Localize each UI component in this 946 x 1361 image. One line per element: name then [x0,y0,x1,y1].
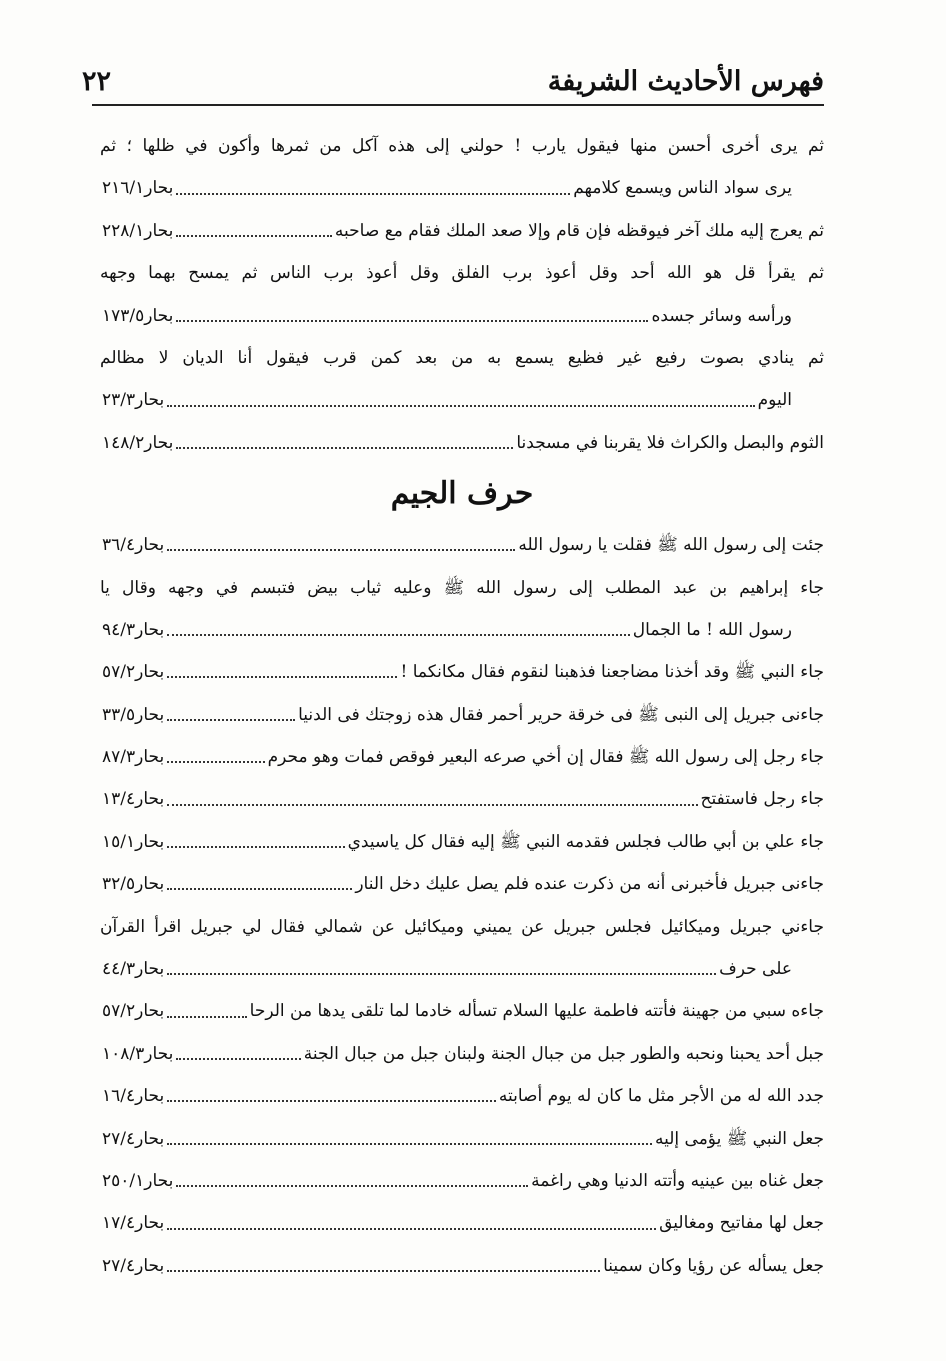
entry-line [100,337,824,379]
dot-leader [167,761,264,763]
source-label: بحار [135,704,165,725]
dot-leader [176,235,332,237]
dot-leader [167,1228,656,1230]
entry-text: جاءني جبريل وميكائيل فجلس جبريل عن يميني وميكائيل عن شمالي فقال لي جبريل اقرأ القرآن [100,916,824,937]
index-entry [100,1160,824,1202]
index-entry [100,651,824,693]
entries-group-tha [100,125,824,464]
entry-text: جعل غناه بين عينيه وأتته الدنيا وهي راغمة [531,1170,824,1191]
page-number: ٢٢ [82,65,112,97]
volume-page-ref: ٨٧/٣ [102,747,136,768]
dot-leader [167,405,754,407]
source-label: بحار [144,1043,174,1064]
source-label: بحار [135,959,165,980]
entry-text: جاء رجل فاستفتح [700,789,824,810]
entry-text: جاءنى جبريل فأخبرنى أنه من ذكرت عنده فلم يصل عليك دخل النار [355,874,824,895]
source-label: بحار [144,220,174,241]
source-label: بحار [135,390,165,411]
source-label: بحار [144,305,174,326]
index-entry [100,863,824,905]
index-entry [100,295,824,337]
dot-leader [167,846,344,848]
volume-page-ref: ١٤٨/٢ [102,432,145,453]
entry-text: جدد الله له من الأجر مثل ما كان له يوم أصابته [498,1086,824,1107]
index-entry [100,778,824,820]
volume-page-ref: ٤٤/٣ [102,959,136,980]
volume-page-ref: ١٠٨/٣ [102,1043,145,1064]
hadith-index [100,125,824,1287]
dot-leader [176,1185,528,1187]
entries-group-jim [100,524,824,1287]
index-entry [100,609,824,651]
index-entry [100,210,824,252]
entry-text: جعل يسأله عن رؤيا وكان سمينا [603,1255,824,1276]
dot-leader [167,1016,246,1018]
index-entry [100,422,824,464]
header-rule [92,104,824,106]
dot-leader [167,888,352,890]
entry-text: اليوم [757,390,792,411]
page-title: فهرس الأحاديث الشريفة [547,65,824,97]
source-label: بحار [144,1170,174,1191]
source-label: بحار [135,535,165,556]
index-entry [100,1118,824,1160]
dot-leader [167,634,630,636]
source-label: بحار [144,178,174,199]
volume-page-ref: ٢١٦/١ [102,178,145,199]
source-label: بحار [135,619,165,640]
entry-text: جئت إلى رسول الله ﷺ فقلت يا رسول الله [518,535,824,556]
entry-text: ثم يرى أخرى أحسن منها فيقول يارب ! حولني إلى هذه آكل من ثمرها وأكون في ظلها ؛ ثم [100,136,824,156]
volume-page-ref: ٥٧/٢ [102,662,136,683]
entry-line [100,252,824,294]
entry-line [100,125,824,167]
index-entry [100,694,824,736]
entry-line [100,906,824,948]
index-entry [100,736,824,778]
dot-leader [167,1143,652,1145]
entry-text: ثم ينادي بصوت رفيع غير فظيع يسمع به من بعد كمن قرب فيقول أنا الديان لا مظالم [100,347,824,368]
dot-leader [167,549,515,551]
dot-leader [167,719,295,721]
entry-text: جاء رجل إلى رسول الله ﷺ فقال إن أخي صرعه البعير فوقص فمات وهو محرم [267,747,824,768]
entry-text: جبل أحد يحبنا ونحبه والطور جبل من جبال الجنة ولبنان جبل من جبال الجنة [303,1043,824,1064]
source-label: بحار [135,1255,165,1276]
entry-text: الثوم والبصل والكراث فلا يقربنا في مسجدنا [516,432,824,453]
dot-leader [167,1270,600,1272]
index-entry [100,948,824,990]
source-label: بحار [144,432,174,453]
source-label: بحار [135,1128,165,1149]
source-label: بحار [135,662,165,683]
volume-page-ref: ٣٢/٥ [102,874,136,895]
dot-leader [167,804,697,806]
source-label: بحار [135,831,165,852]
entry-text: جاء علي بن أبي طالب فجلس فقدمه النبي ﷺ إليه فقال كل ياسيدي [347,831,824,852]
index-entry [100,990,824,1032]
volume-page-ref: ١٧/٤ [102,1213,136,1234]
entry-text: ثم يقرأ قل هو الله أحد وقل أعوذ برب الفلق وقل أعوذ برب الناس ثم يمسح بهما وجهه [100,263,824,284]
dot-leader [176,447,513,449]
volume-page-ref: ١٧٣/٥ [102,305,145,326]
dot-leader [176,320,648,322]
source-label: بحار [135,789,165,810]
entry-text: جعل لها مفاتيح ومغاليق [659,1213,824,1234]
entry-text: جاء النبي ﷺ وقد أخذنا مضاجعنا فذهبنا لنقوم فقال مكانكما ! [400,662,824,683]
index-entry [100,524,824,566]
volume-page-ref: ٣٦/٤ [102,535,136,556]
page-header [82,50,824,98]
volume-page-ref: ١٦/٤ [102,1086,136,1107]
source-label: بحار [135,874,165,895]
source-label: بحار [135,1001,165,1022]
volume-page-ref: ٢٧/٤ [102,1255,136,1276]
index-entry [100,167,824,209]
entry-line [100,567,824,609]
entry-text: جاءه سبي من جهينة فأتته فاطمة عليها السلام تسأله خادما لما تلقى يدها من الرحا [249,1001,824,1022]
dot-leader [167,1100,496,1102]
index-entry [100,1245,824,1287]
volume-page-ref: ٥٧/٢ [102,1001,136,1022]
dot-leader [167,973,716,975]
entry-text: ورأسه وسائر جسده [651,305,792,326]
dot-leader [167,676,397,678]
entry-text: يرى سواد الناس ويسمع كلامهم [573,178,792,199]
volume-page-ref: ٣٣/٥ [102,704,136,725]
source-label: بحار [135,1213,165,1234]
index-entry [100,379,824,421]
entry-text: على حرف [719,959,792,980]
source-label: بحار [135,1086,165,1107]
volume-page-ref: ٢٢٨/١ [102,220,145,241]
dot-leader [176,1058,300,1060]
index-entry [100,1033,824,1075]
volume-page-ref: ١٣/٤ [102,789,136,810]
entry-text: رسول الله ! ما الجمال [632,619,792,640]
index-entry [100,1202,824,1244]
volume-page-ref: ٢٥٠/١ [102,1170,145,1191]
entry-text: جاءنى جبريل إلى النبى ﷺ فى خرقة حرير أحمر فقال هذه زوجتك فى الدنيا [298,704,824,725]
index-entry [100,1075,824,1117]
entry-text: جعل النبي ﷺ يؤمى إليه [654,1128,824,1149]
volume-page-ref: ١٥/١ [102,831,136,852]
section-heading: حرف الجيم [390,476,534,512]
index-entry [100,821,824,863]
volume-page-ref: ٩٤/٣ [102,619,136,640]
volume-page-ref: ٢٣/٣ [102,390,136,411]
dot-leader [176,193,570,195]
source-label: بحار [135,747,165,768]
volume-page-ref: ٢٧/٤ [102,1128,136,1149]
entry-text: جاء إبراهيم بن عبد المطلب إلى رسول الله ﷺ وعليه ثياب بيض فتبسم في وجهه وقال يا [100,577,824,598]
entry-text: ثم يعرج إليه ملك آخر فيوقظه فإن قام وإلا صعد الملك فقام مع صاحبه [334,220,824,241]
